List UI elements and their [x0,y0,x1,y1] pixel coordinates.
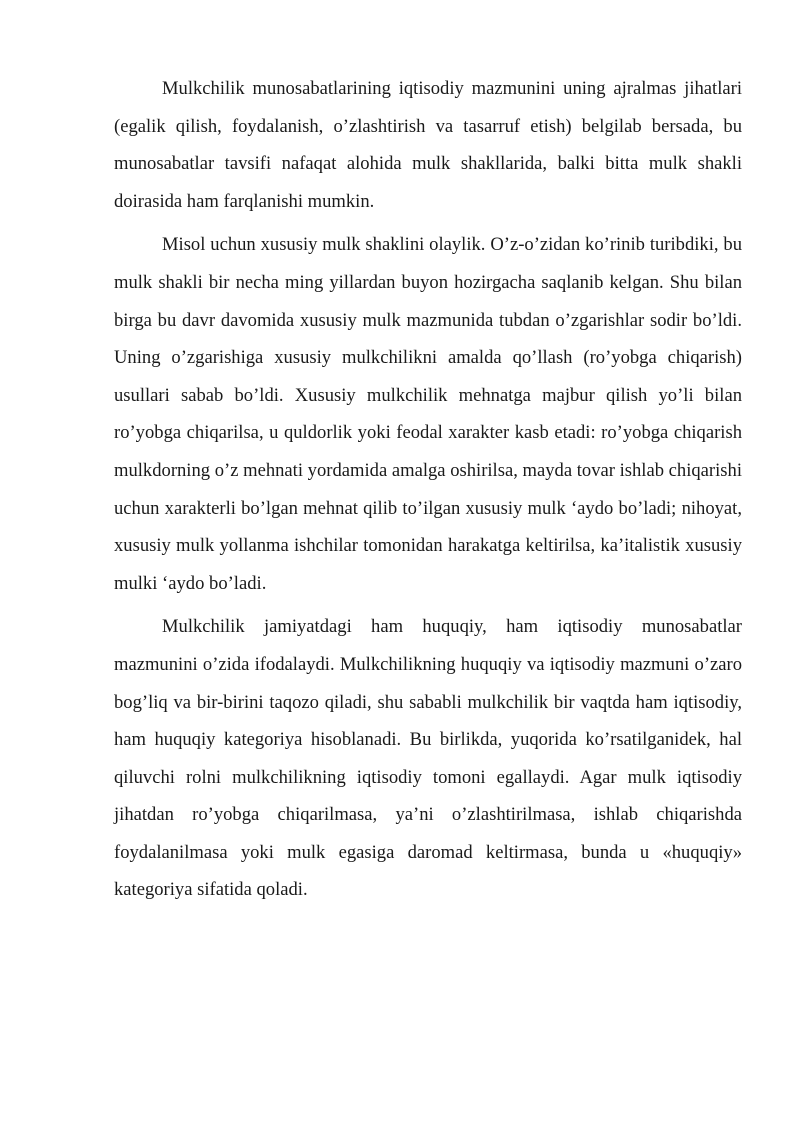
paragraph-3: Mulkchilik jamiyatdagi ham huquqiy, ham iqtisodiy munosabatlar mazmunini o’zida ifodalaydi. Mulkchilikning huquqiy va iqtisodiy mazmuni o’zaro bog’liq va bir-birini taqozo qiladi, shu sababli mulkchilik bir vaqtda ham iqtisodiy, ham huquqiy kategoriya hisoblanadi. Bu birlikda, yuqorida ko’rsatilganidek, hal qiluvchi rolni mulkchilikning iqtisodiy tomoni egallaydi. Agar mulk iqtisodiy jihatdan ro’yobga chiqarilmasa, ya’ni o’zlashtirilmasa, ishlab chiqarishda foydalanilmasa yoki mulk egasiga daromad keltirmasa, bunda u «huquqiy» kategoriya sifatida qoladi. [114,616,742,901]
paragraph-2: Misol uchun xususiy mulk shaklini olaylik. O’z-o’zidan ko’rinib turibdiki, bu mulk shakli bir necha ming yillardan buyon hozirgacha saqlanib kelgan. Shu bilan birga bu davr davomida xususiy mulk mazmunida tubdan o’zgarishlar sodir bo’ldi. Uning o’zgarishiga xususiy mulkchilikni amalda qo’llash (ro’yobga chiqarish) usullari sabab bo’ldi. Xususiy mulkchilik mehnatga majbur qilish yo’li bilan ro’yobga chiqarilsa, u quldorlik yoki feodal xarakter kasb etadi: ro’yobga chiqarish mulkdorning o’z mehnati yordamida amalga oshirilsa, mayda tovar ishlab chiqarishi uchun xarakterli bo’lgan mehnat qilib to’ilgan xususiy mulk ‘aydo bo’ladi; nihoyat, xususiy mulk yollanma ishchilar tomonidan harakatga keltirilsa, ka’italistik xususiy mulki ‘aydo bo’ladi. [114,234,742,594]
paragraph-1: Mulkchilik munosabatlarining iqtisodiy mazmunini uning ajralmas jihatlari (egalik qilish, foydalanish, o’zlashtirish va tasarruf etish) belgilab bersada, bu munosabatlar tavsifi nafaqat alohida mulk shakllarida, balki bitta mulk shakli doirasida ham farqlanishi mumkin. [114,78,742,212]
document-body [114,70,742,915]
